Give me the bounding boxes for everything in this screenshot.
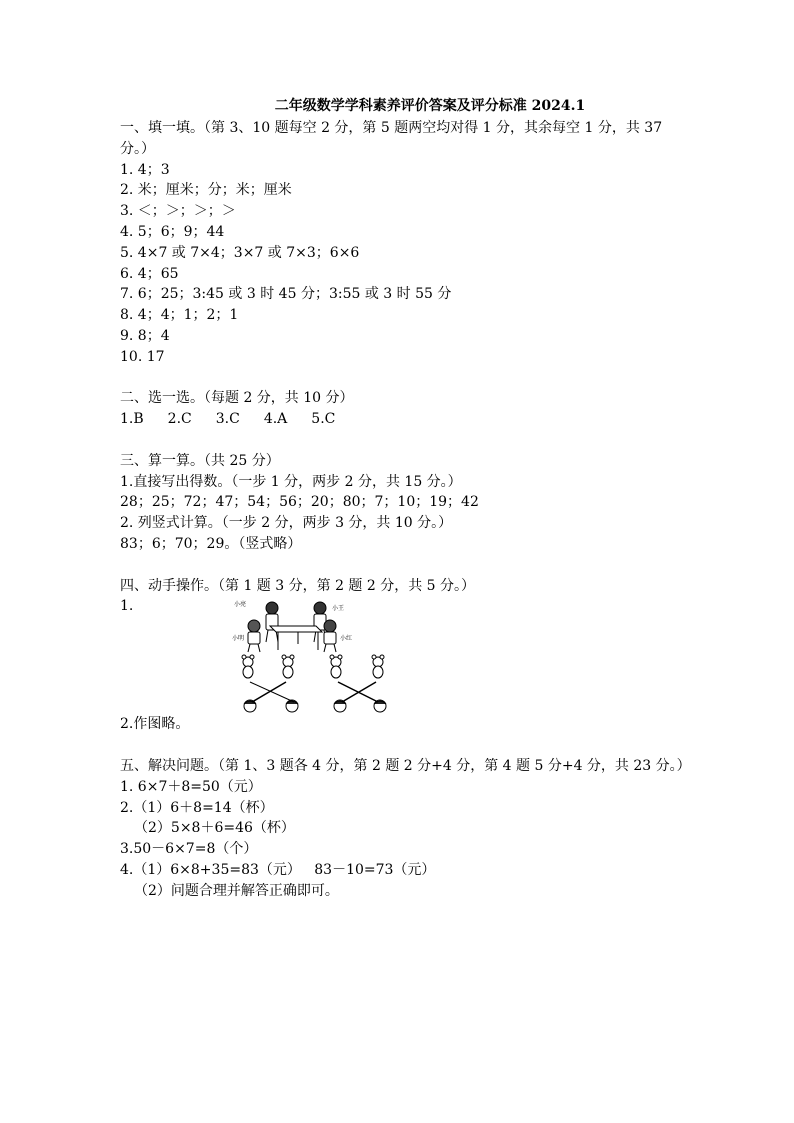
section1-item: 3. ＜；＞；＞；＞ bbox=[120, 203, 236, 220]
section3-part2-answers: 83；6；70；29。（竖式略） bbox=[120, 535, 302, 552]
choice-answer: 3.C bbox=[215, 411, 240, 428]
choice-answer: 5.C bbox=[311, 411, 336, 428]
section2-heading: 二、选一选。（每题 2 分，共 10 分） bbox=[120, 390, 354, 407]
face-icon bbox=[244, 700, 256, 712]
face-icon bbox=[286, 700, 298, 712]
section1-item: 6. 4；65 bbox=[120, 265, 179, 282]
section1-heading: 一、填一填。（第 3、10 题每空 2 分，第 5 题两空均对得 1 分，其余每空 1 分，共 37 分。） bbox=[120, 120, 663, 157]
section3-part2-title: 2. 列竖式计算。（一步 2 分，两步 3 分，共 10 分。） bbox=[120, 515, 453, 532]
section2-answers bbox=[120, 409, 690, 430]
choice-answer: 1.B bbox=[120, 411, 144, 428]
figure-label-mid-left: 小明 bbox=[232, 635, 245, 643]
child-figure bbox=[266, 602, 278, 642]
section1-item: 10. 17 bbox=[120, 348, 165, 365]
section3-part1-answers: 28；25；72；47；54；56；20；80；7；10；19；42 bbox=[120, 494, 479, 511]
section4-item1-label: 1. bbox=[120, 598, 134, 615]
section4-item2: 2.作图略。 bbox=[120, 716, 190, 733]
spacer bbox=[120, 430, 690, 451]
section5-line: 4.（1）6×8+35=83（元） 83－10=73（元） bbox=[120, 861, 436, 878]
figure-label-mid-right: 小红 bbox=[340, 635, 353, 643]
section5-line: 3.50－6×7=8（个） bbox=[120, 841, 258, 858]
section5-line: （2）问题合理并解答正确即可。 bbox=[134, 882, 339, 899]
section1-item: 4. 5；6；9；44 bbox=[120, 223, 225, 240]
section4-item1 bbox=[120, 596, 690, 714]
section1-item: 5. 4×7 或 7×4；3×7 或 7×3；6×6 bbox=[120, 244, 360, 261]
section5-line: （2）5×8＋6=46（杯） bbox=[134, 820, 295, 837]
section3-part1-title: 1.直接写出得数。（一步 1 分，两步 2 分，共 15 分。） bbox=[120, 473, 462, 490]
section5-line: 2.（1）6＋8=14（杯） bbox=[120, 799, 274, 816]
section3-heading: 三、算一算。（共 25 分） bbox=[120, 452, 280, 469]
section1-item: 1. 4；3 bbox=[120, 161, 170, 178]
bear-icon bbox=[372, 655, 384, 678]
figure-label-top-right: 小王 bbox=[332, 605, 345, 613]
choice-answer: 2.C bbox=[167, 411, 192, 428]
face-icon bbox=[334, 700, 346, 712]
spacer bbox=[120, 555, 690, 576]
child-figure bbox=[248, 620, 260, 652]
bear-icon bbox=[242, 655, 254, 678]
child-figure bbox=[324, 620, 336, 652]
section1-item: 2. 米；厘米；分；米；厘米 bbox=[120, 182, 292, 199]
section1-item: 8. 4；4；1；2；1 bbox=[120, 307, 239, 324]
page-title: 二年级数学学科素养评价答案及评分标准 2024.1 bbox=[274, 98, 586, 114]
answer-sheet bbox=[120, 96, 690, 902]
section5-heading: 五、解决问题。（第 1、3 题各 4 分，第 2 题 2 分+4 分，第 4 题 5 分+4 分，共 23 分。） bbox=[120, 757, 691, 774]
section1-item: 7. 6；25；3:45 或 3 时 45 分；3:55 或 3 时 55 分 bbox=[120, 286, 452, 303]
spacer bbox=[120, 735, 690, 756]
section4-heading: 四、动手操作。（第 1 题 3 分，第 2 题 2 分，共 5 分。） bbox=[120, 577, 476, 594]
observation-figure bbox=[232, 598, 402, 714]
spacer bbox=[120, 368, 690, 389]
figure-label-top-left: 小亮 bbox=[234, 601, 247, 609]
face-icon bbox=[374, 700, 386, 712]
section1-item: 9. 8；4 bbox=[120, 327, 170, 344]
choice-answer: 4.A bbox=[263, 411, 288, 428]
bear-icon bbox=[330, 655, 342, 678]
bear-icon bbox=[282, 655, 294, 678]
section5-line: 1. 6×7＋8=50（元） bbox=[120, 778, 262, 795]
